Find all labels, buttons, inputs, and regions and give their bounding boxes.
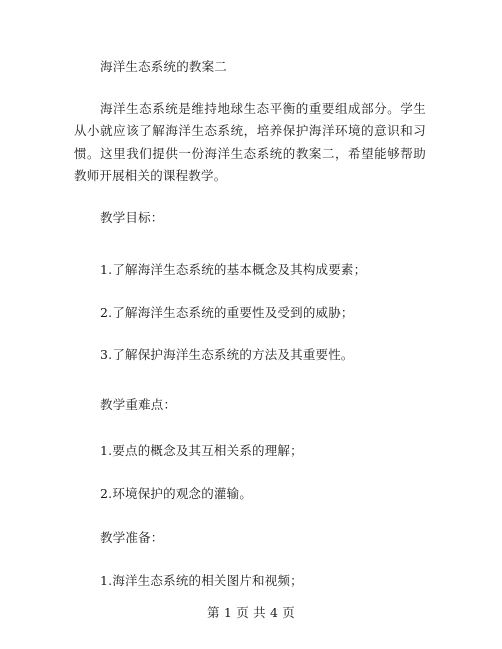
objective-item: 1.了解海洋生态系统的基本概念及其构成要素； — [100, 262, 367, 277]
keypoints-heading: 教学重难点： — [100, 397, 177, 412]
intro-paragraph: 海洋生态系统是维持地球生态平衡的重要组成部分。学生从小就应该了解海洋生态系统，培养保护海洋环境的意识和习惯。这里我们提供一份海洋生态系统的教案二，希望能够帮助教师开展相关的课程教学。 — [74, 101, 426, 184]
preparation-item: 1.海洋生态系统的相关图片和视频； — [100, 573, 303, 588]
keypoint-item: 2.环境保护的观念的灌输。 — [100, 486, 253, 501]
page-number-label: 第 1 页 共 4 页 — [207, 605, 295, 620]
objective-item: 2.了解海洋生态系统的重要性及受到的威胁； — [100, 305, 354, 320]
keypoint-item: 1.要点的概念及其互相关系的理解； — [100, 443, 303, 458]
preparation-heading: 教学准备： — [100, 530, 164, 545]
document-title: 海洋生态系统的教案二 — [100, 59, 228, 74]
objectives-heading: 教学目标： — [100, 210, 164, 225]
page-number-footer — [0, 603, 502, 621]
objective-item: 3.了解保护海洋生态系统的方法及其重要性。 — [100, 347, 354, 362]
